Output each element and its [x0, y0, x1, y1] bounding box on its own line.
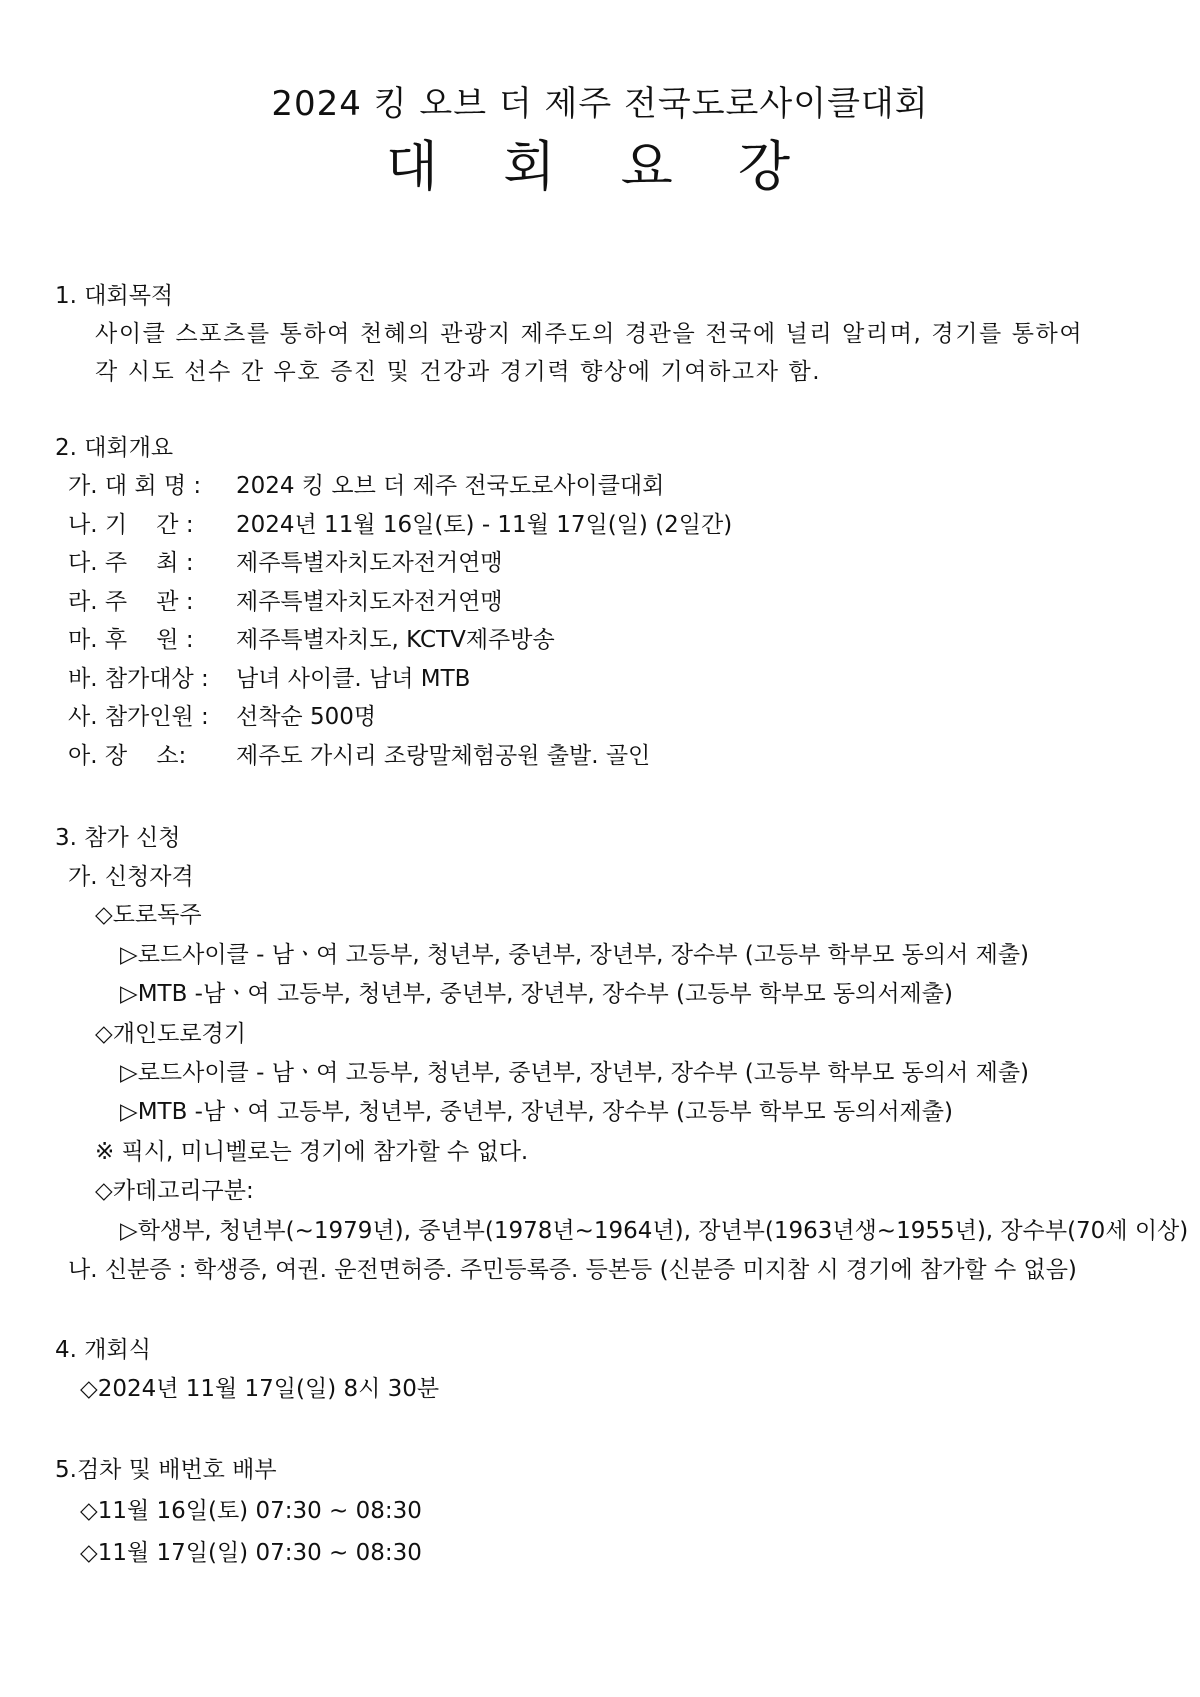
overview-label: 바. 참가대상 : [68, 666, 209, 692]
section-5-heading: 5.검차 및 배번호 배부 [55, 1457, 277, 1483]
inspection-day-2: ◇11월 17일(일) 07:30 ~ 08:30 [80, 1540, 422, 1566]
overview-value: 제주특별자치도자전거연맹 [236, 589, 503, 615]
fixie-note: ※ 픽시, 미니벨로는 경기에 참가할 수 없다. [95, 1139, 529, 1165]
individual-road-heading: ◇개인도로경기 [95, 1021, 246, 1047]
overview-item-sponsor [68, 625, 555, 655]
overview-label: 마. 후 원 : [68, 627, 194, 653]
road-race-mtb-line: ▷MTB -남ㆍ여 고등부, 청년부, 중년부, 장년부, 장수부 (고등부 학부모 동의서제출) [120, 981, 953, 1007]
road-race-heading: ◇도로독주 [95, 902, 202, 928]
overview-value: 2024년 11월 16일(토) - 11월 17일(일) (2일간) [236, 512, 733, 538]
opening-ceremony-time: ◇2024년 11월 17일(일) 8시 30분 [80, 1376, 440, 1402]
section-1-text-line-2: 각 시도 선수 간 우호 증진 및 건강과 경기력 향상에 기여하고자 함. [95, 359, 822, 385]
overview-item-participants [68, 664, 470, 694]
overview-value: 남녀 사이클. 남녀 MTB [236, 666, 471, 692]
section-1-text-line-1: 사이클 스포츠를 통하여 천혜의 관광지 제주도의 경관을 전국에 널리 알리며, 경기를 통하여 [95, 321, 1084, 347]
overview-label: 가. 대 회 명 : [68, 473, 202, 499]
overview-label: 사. 참가인원 : [68, 704, 209, 730]
overview-value: 선착순 500명 [236, 704, 377, 730]
individual-road-bike-line: ▷로드사이클 - 남ㆍ여 고등부, 청년부, 중년부, 장년부, 장수부 (고등부 학부모 동의서 제출) [120, 1060, 1030, 1086]
document-title: 2024 킹 오브 더 제주 전국도로사이클대회 [271, 84, 929, 124]
individual-mtb-line: ▷MTB -남ㆍ여 고등부, 청년부, 중년부, 장년부, 장수부 (고등부 학부모 동의서제출) [120, 1099, 953, 1125]
section-1-heading: 1. 대회목적 [55, 283, 174, 309]
road-race-road-bike-line: ▷로드사이클 - 남ㆍ여 고등부, 청년부, 중년부, 장년부, 장수부 (고등부 학부모 동의서 제출) [120, 942, 1030, 968]
eligibility-heading: 가. 신청자격 [68, 864, 194, 890]
inspection-day-1: ◇11월 16일(토) 07:30 ~ 08:30 [80, 1498, 422, 1524]
section-2-heading: 2. 대회개요 [55, 435, 174, 461]
overview-label: 다. 주 최 : [68, 550, 194, 576]
overview-item-venue [68, 741, 650, 771]
overview-value: 제주특별자치도자전거연맹 [236, 550, 503, 576]
document-subtitle: 대 회 요 강 [385, 135, 815, 198]
overview-item-host [68, 548, 503, 578]
overview-value: 제주도 가시리 조랑말체험공원 출발. 골인 [236, 743, 651, 769]
category-line: ▷학생부, 청년부(~1979년), 중년부(1978년~1964년), 장년부(1963년생~1955년), 장수부(70세 이상) [120, 1218, 1189, 1244]
overview-item-period [68, 510, 732, 540]
id-requirements: 나. 신분증 : 학생증, 여권. 운전면허증. 주민등록증. 등본등 (신분증 미지참 시 경기에 참가할 수 없음) [68, 1257, 1077, 1283]
overview-item-organizer [68, 587, 503, 617]
overview-item-event-name [68, 471, 664, 501]
category-heading: ◇카데고리구분: [95, 1178, 254, 1204]
section-4-heading: 4. 개회식 [55, 1337, 151, 1363]
overview-label: 아. 장 소: [68, 743, 187, 769]
overview-label: 나. 기 간 : [68, 512, 194, 538]
section-3-heading: 3. 참가 신청 [55, 825, 181, 851]
overview-label: 라. 주 관 : [68, 589, 194, 615]
overview-value: 2024 킹 오브 더 제주 전국도로사이클대회 [236, 473, 665, 499]
overview-value: 제주특별자치도, KCTV제주방송 [236, 627, 555, 653]
overview-item-capacity [68, 702, 376, 732]
